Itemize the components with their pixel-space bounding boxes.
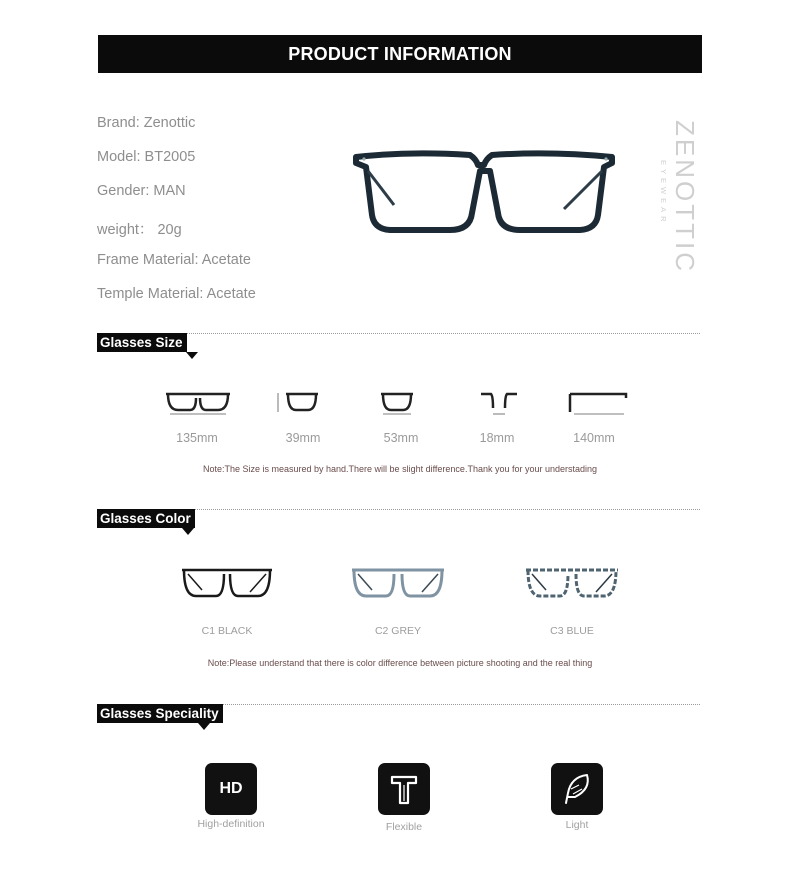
brand-logo: ZENOTTIC (670, 120, 700, 274)
hd-icon (205, 763, 257, 815)
size-lens-width-label: 53mm (383, 431, 419, 445)
color-note: Note:Please understand that there is color difference between picture shooting and the real thing (207, 658, 593, 668)
size-total-width-label: 135mm (176, 431, 218, 445)
spec-model: Model: BT2005 (97, 149, 196, 165)
size-lens-height-label: 39mm (285, 431, 321, 445)
size-section-pointer (186, 352, 198, 359)
hammer-icon (378, 763, 430, 815)
page-title: PRODUCT INFORMATION (98, 35, 702, 73)
spec-brand: Brand: Zenottic (97, 115, 196, 131)
glasses-product-image (350, 145, 620, 240)
total-width-icon (164, 390, 232, 416)
feather-icon (551, 763, 603, 815)
speciality-label-hd: High-definition (197, 818, 265, 830)
speciality-label-light: Light (565, 819, 589, 831)
speciality-section-title: Glasses Speciality (97, 704, 223, 723)
color-blue-glasses (524, 566, 620, 600)
size-section-title: Glasses Size (97, 333, 187, 352)
lens-height-icon (272, 390, 322, 416)
spec-weight: weight： 20g (97, 222, 182, 238)
hd-icon-text: HD (219, 780, 243, 797)
bridge-width-icon (479, 390, 519, 416)
color-section-pointer (182, 528, 194, 535)
color-grey-glasses (350, 566, 446, 600)
size-bridge-label: 18mm (479, 431, 515, 445)
color-section-title: Glasses Color (97, 509, 195, 528)
lens-width-icon (378, 390, 418, 416)
brand-logo-subtitle: EYEWEAR (659, 160, 668, 226)
spec-frame-material: Frame Material: Acetate (97, 252, 251, 268)
color-label-grey: C2 GREY (374, 625, 422, 637)
color-label-blue: C3 BLUE (550, 625, 594, 637)
speciality-label-flexible: Flexible (385, 821, 423, 833)
color-label-black: C1 BLACK (201, 625, 253, 637)
size-section-divider (97, 333, 700, 334)
size-note: Note:The Size is measured by hand.There will be slight difference.Thank you for your understading (202, 464, 598, 474)
spec-gender: Gender: MAN (97, 183, 186, 199)
color-black-glasses (180, 566, 274, 600)
speciality-section-pointer (198, 723, 210, 730)
size-temple-label: 140mm (573, 431, 615, 445)
spec-temple-material: Temple Material: Acetate (97, 286, 256, 302)
temple-length-icon (566, 390, 630, 416)
